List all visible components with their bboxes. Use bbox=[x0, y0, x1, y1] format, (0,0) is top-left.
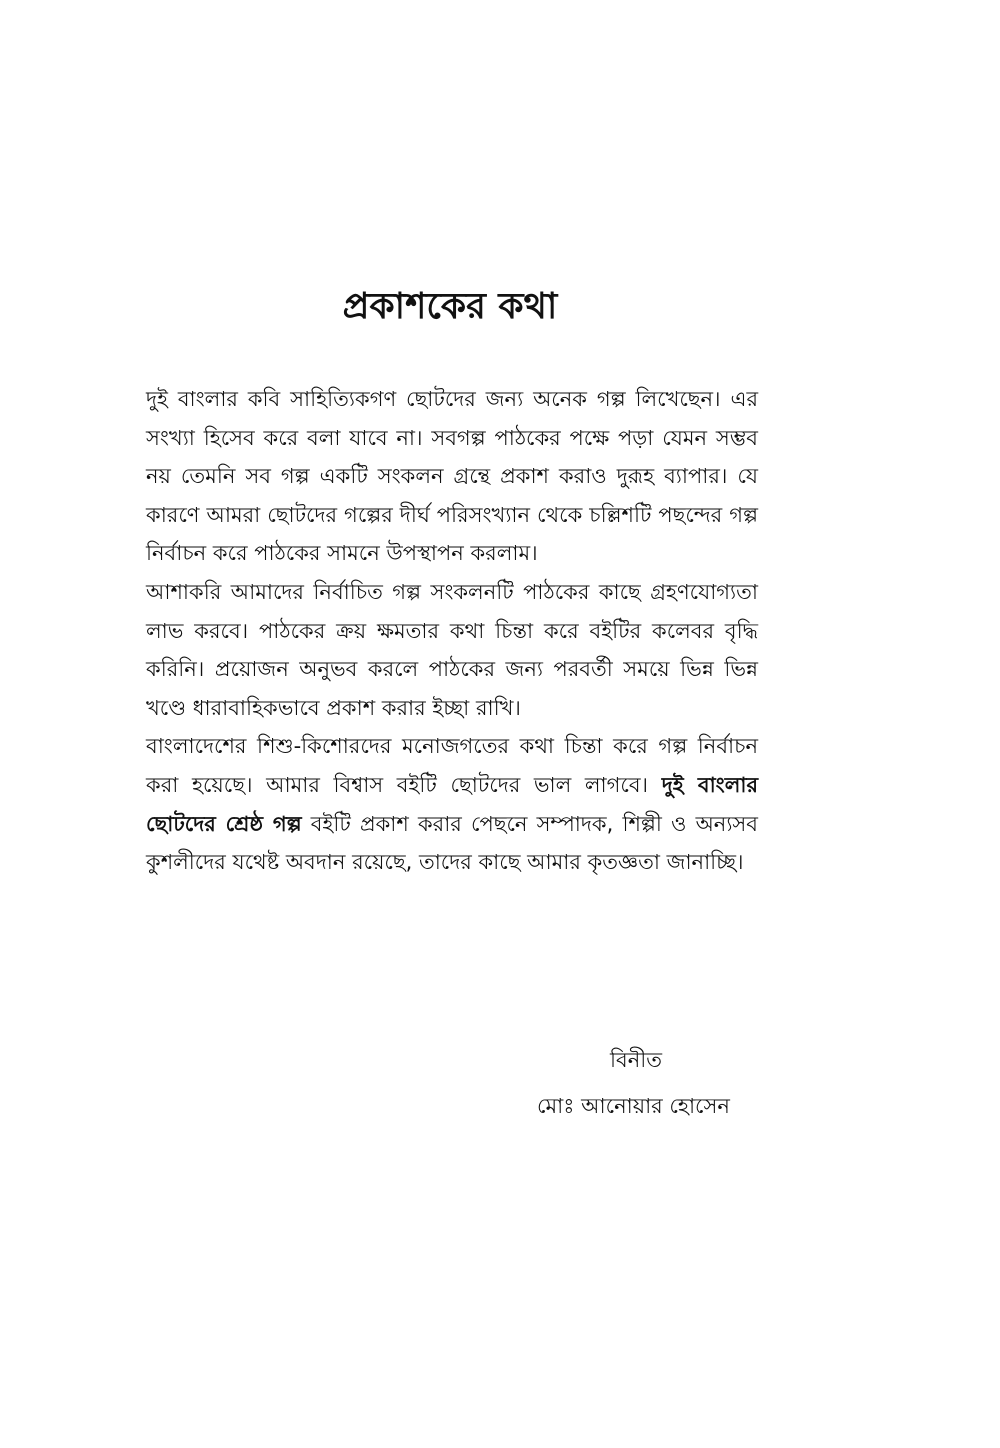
paragraph-3-rest: বইটি প্রকাশ করার পেছনে সম্পাদক, শিল্পী ও অন্যসব কুশলীদের যথেষ্ট অবদান রয়েছে, তাদের কাছে আমার কৃতজ্ঞতা জানাচ্ছি। bbox=[146, 811, 758, 875]
paragraph-3-intro: বাংলাদেশের শিশু-কিশোরদের মনোজগতের কথা চিন্তা করে গল্প নির্বাচন করা হয়েছে। আমার বিশ্বাস বইটি ছোটদের ভাল লাগবে। bbox=[146, 734, 758, 797]
paragraph-1: দুই বাংলার কবি সাহিত্যিকগণ ছোটদের জন্য অনেক গল্প লিখেছেন। এর সংখ্যা হিসেব করে বলা যাবে না। সবগল্প পাঠকের পক্ষে পড়া যেমন সম্ভব নয় তেমনি সব গল্প একটি সংকলন গ্রন্থে প্রকাশ করাও দুরূহ ব্যাপার। যে কারণে আমরা ছোটদের গল্পের দীর্ঘ পরিসংখ্যান থেকে চল্লিশটি পছন্দের গল্প নির্বাচন করে পাঠকের সামনে উপস্থাপন করলাম। bbox=[146, 387, 758, 566]
signoff bbox=[500, 1037, 740, 1129]
signoff-name: মোঃ আনোয়ার হোসেন bbox=[537, 1094, 730, 1118]
paragraph-2: আশাকরি আমাদের নির্বাচিত গল্প সংকলনটি পাঠকের কাছে গ্রহণযোগ্যতা লাভ করবে। পাঠকের ক্রয় ক্ষমতার কথা চিন্তা করে বইটির কলেবর বৃদ্ধি করিনি। প্রয়োজন অনুভব করলে পাঠকের জন্য পরবর্তী সময়ে ভিন্ন ভিন্ন খণ্ডে ধারাবাহিকভাবে প্রকাশ করার ইচ্ছা রাখি। bbox=[146, 579, 758, 720]
book-title-emphasis: দুই বাংলার ছোটদের শ্রেষ্ঠ গল্প bbox=[146, 772, 759, 836]
page-title: প্রকাশকের কথা bbox=[342, 286, 558, 327]
signoff-closing: বিনীত bbox=[610, 1048, 662, 1072]
body-text bbox=[146, 380, 758, 882]
paragraph-3 bbox=[146, 727, 758, 881]
